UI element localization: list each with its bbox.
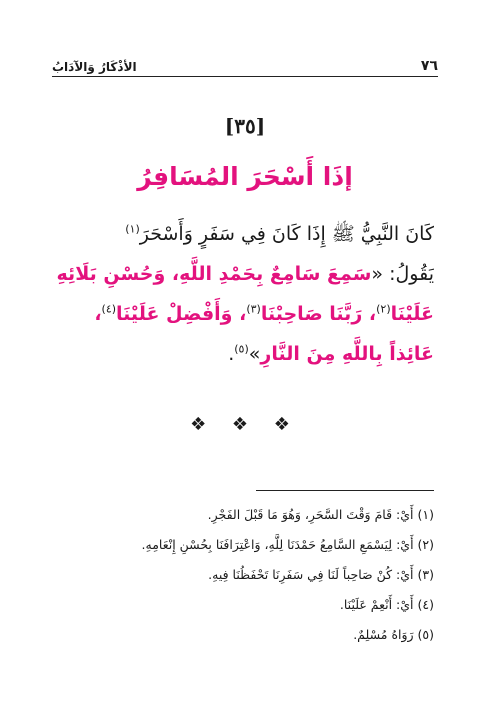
- quote-close: »: [248, 343, 261, 365]
- header-divider: [52, 76, 438, 77]
- body-line-2: [56, 254, 434, 294]
- body-line-4: [56, 334, 434, 374]
- page-number: ٧٦: [420, 58, 438, 74]
- footnote-ref-4: (٤): [101, 302, 117, 316]
- chapter-title: إذَا أَسْحَرَ المُسَافِرُ: [137, 162, 353, 191]
- footnote-ref-5: (٥): [234, 342, 249, 356]
- footnote-5: (٥) رَوَاهُ مُسْلِمٌ.: [353, 627, 434, 642]
- footnote-ref-2: (٢): [376, 302, 391, 316]
- ornament-divider: ❖ ❖ ❖: [190, 414, 300, 435]
- footnote-divider: [256, 490, 434, 491]
- footnote-1: (١) أَيْ: قَامَ وَقْتَ السَّحَرِ، وَهُوَ مَا قَبْلَ الفَجْرِ.: [207, 507, 434, 522]
- chapter-number: [٣٥]: [224, 114, 266, 138]
- body-line-1-text: كَانَ النَّبِيُّ ﷺ إِذَا كَانَ فِي سَفَرٍ وَأَسْحَرَ: [139, 223, 434, 245]
- supplication-part-2: عَلَيْنَا: [390, 303, 434, 325]
- supplication-comma: ،: [94, 303, 102, 325]
- footnote-3: (٣) أَيْ: كُنْ صَاحِباً لَنَا فِي سَفَرِنَا تَحْفَظُنَا فِيهِ.: [208, 567, 434, 582]
- supplication-part-1: سَمِعَ سَامِعٌ بِحَمْدِ اللَّهِ، وَحُسْنِ بَلَائِهِ: [56, 263, 372, 285]
- footnote-4: (٤) أَيْ: أَنْعِمْ عَلَيْنَا.: [339, 597, 434, 612]
- body-line-2-intro: يَقُولُ: «: [371, 263, 434, 285]
- body-line-1: [56, 214, 434, 254]
- footnotes: [56, 500, 434, 650]
- hadith-text: [56, 214, 434, 374]
- footnote-ref-3: (٣): [246, 302, 261, 316]
- supplication-part-3: ، رَبَّنَا صَاحِبْنَا: [260, 303, 377, 325]
- book-title: الأذْكَارُ وَالآدَابُ: [52, 60, 137, 74]
- footnote-ref-1: (١): [125, 222, 140, 236]
- supplication-part-4: ، وَأَفْضِلْ عَلَيْنَا: [116, 303, 247, 325]
- running-header: [52, 52, 438, 74]
- supplication-part-5: عَائِذاً بِاللَّهِ مِنَ النَّارِ: [260, 343, 434, 365]
- body-line-3: [56, 294, 434, 334]
- sentence-end: .: [228, 343, 235, 365]
- footnote-2: (٢) أَيْ: لِيَسْمَعِ السَّامِعُ حَمْدَنَا لِلَّهِ، وَاعْتِرَافَنَا بِحُسْنِ إِنْعَامِهِ.: [141, 537, 434, 552]
